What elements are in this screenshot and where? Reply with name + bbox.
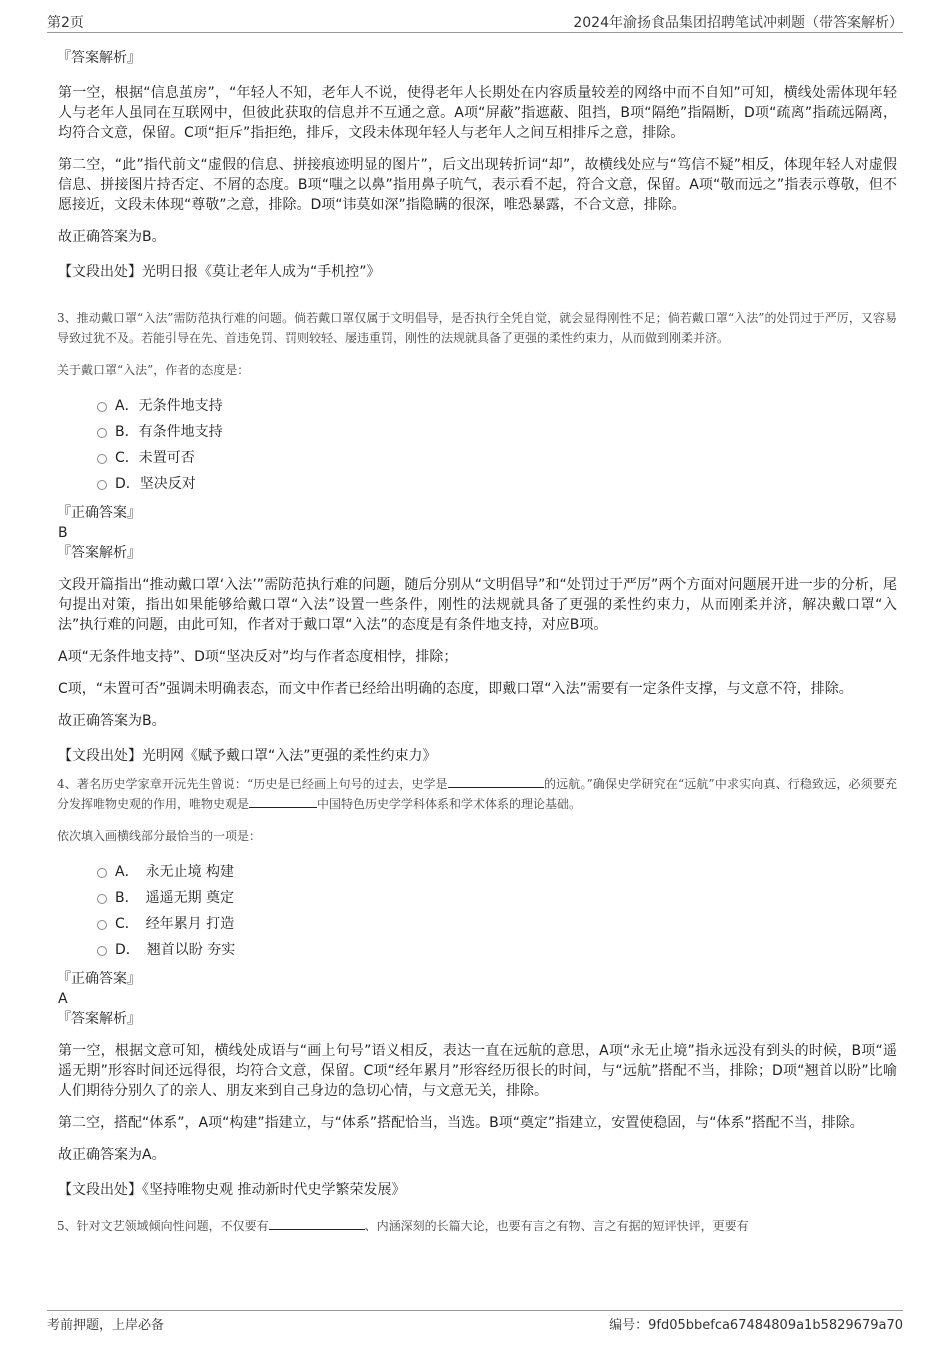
q4-option-d[interactable] <box>57 937 897 963</box>
q3-option-b[interactable] <box>57 419 897 445</box>
q4-option-c[interactable] <box>57 911 897 937</box>
q4-prompt: 依次填入画横线部分最恰当的一项是： <box>57 829 262 843</box>
q3-source: 【文段出处】光明网《赋予戴口罩“入法”更强的柔性约束力》 <box>58 748 437 764</box>
q5-stem <box>57 1216 897 1236</box>
q2-conclusion: 故正确答案为B。 <box>58 229 166 245</box>
q4-analysis-para-1: 第一空，根据文意可知，横线处成语与“画上句号”语义相反，表达一直在远航的意思，A项“永无止境”指永远没有到头的时候，B项“遥遥无期”形容时间还远得很，均符合文意，保留。C项“经年累月”形容经历很长的时间，与“远航”搭配不当，排除；D项“翘首以盼”比喻人们期待分别久了的亲人、朋友来到自己身边的急切心情，与文意无关，排除。 <box>58 1043 897 1099</box>
q3-stem: 3、推动戴口罩“入法”需防范执行难的问题。倘若戴口罩仅属于文明倡导，是否执行全凭自觉，就会显得刚性不足；倘若戴口罩“入法”的处罚过于严厉，又容易导致过犹不及。若能引导在先、首违免罚、罚则较轻、屡违重罚，刚性的法规就具备了更强的柔性约束力，从而做到刚柔并济。 <box>57 311 897 345</box>
q4-source: 【文段出处】《坚持唯物史观 推动新时代史学繁荣发展》 <box>58 1182 406 1198</box>
q3-analysis-para-1: 文段开篇指出“推动戴口罩‘入法’”需防范执行难的问题，随后分别从“文明倡导”和“处罚过于严厉”两个方面对问题展开进一步的分析，尾句提出对策，指出如果能够给戴口罩“入法”设置一些条件，刚性的法规就具备了更强的柔性约束力，从而刚柔并济，解决戴口罩“入法”执行难的问题，由此可知，作者对于戴口罩“入法”的态度是有条件地支持，对应B项。 <box>58 577 897 633</box>
q4-stem-part-3: 中国特色历史学学科体系和学术体系的理论基础。 <box>317 797 582 811</box>
q4-blank-1 <box>448 774 544 788</box>
document-id: 编号：9fd05bbefca67484809a1b5829679a70 <box>609 1318 903 1333</box>
q5-stem-part-2: 、内涵深刻的长篇大论，也要有言之有物、言之有据的短评快评，更要有 <box>364 1219 749 1233</box>
q2-analysis-para-1: 第一空，根据“信息茧房”，“年轻人不知，老年人不说，使得老年人长期处在内容质量较差的网络中而不自知”可知，横线处需体现年轻人与老年人虽同在互联网中，但彼此获取的信息并不互通之意。A项“屏蔽”指遮蔽、阻挡，B项“隔绝”指隔断，D项“疏离”指疏远隔离，均符合文意，保留。C项“拒斥”指拒绝，排斥，文段未体现年轻人与老年人之间互相排斥之意，排除。 <box>58 85 897 141</box>
q3-correct-label: 『正确答案』 <box>57 505 141 521</box>
q3-analysis-para-3: C项，“未置可否”强调未明确表态，而文中作者已经给出明确的态度，即戴口罩“入法”需要有一定条件支撑，与文意不符，排除。 <box>58 681 853 697</box>
q4-stem-part-1: 4、著名历史学家章开沅先生曾说：“历史是已经画上句号的过去，史学是 <box>57 777 448 791</box>
q3-options <box>57 393 897 497</box>
q4-analysis-label: 『答案解析』 <box>57 1011 141 1027</box>
page-number: 第2页 <box>47 15 84 31</box>
header-divider <box>47 32 903 33</box>
q3-analysis-label: 『答案解析』 <box>57 545 141 561</box>
q3-analysis-para-2: A项“无条件地支持”、D项“坚决反对”均与作者态度相悖，排除； <box>58 649 458 665</box>
document-title: 2024年渝扬食品集团招聘笔试冲刺题（带答案解析） <box>573 15 903 31</box>
option-label: D．坚决反对 <box>115 476 196 492</box>
radio-icon[interactable] <box>97 454 107 464</box>
radio-icon[interactable] <box>97 946 107 956</box>
radio-icon[interactable] <box>97 920 107 930</box>
page-content <box>57 44 897 1236</box>
option-label: D． 翘首以盼 夯实 <box>115 942 236 958</box>
radio-icon[interactable] <box>97 428 107 438</box>
question-5 <box>57 1216 897 1236</box>
q3-option-c[interactable] <box>57 445 897 471</box>
radio-icon[interactable] <box>97 402 107 412</box>
radio-icon[interactable] <box>97 894 107 904</box>
option-label: B． 遥遥无期 奠定 <box>115 890 235 906</box>
q4-analysis-para-2: 第二空，搭配“体系”，A项“构建”指建立，与“体系”搭配恰当，当选。B项“奠定”指建立，安置使稳固，与“体系”搭配不当，排除。 <box>58 1115 864 1131</box>
q2-source: 【文段出处】光明日报《莫让老年人成为“手机控”》 <box>58 264 381 280</box>
radio-icon[interactable] <box>97 480 107 490</box>
q3-conclusion: 故正确答案为B。 <box>58 713 166 729</box>
q2-analysis-label: 『答案解析』 <box>57 50 141 66</box>
footer-slogan: 考前押题，上岸必备 <box>47 1318 165 1333</box>
option-label: C． 经年累月 打造 <box>115 916 235 932</box>
q5-stem-part-1: 5、针对文艺领域倾向性问题，不仅要有 <box>57 1219 269 1233</box>
q3-prompt: 关于戴口罩“入法”，作者的态度是： <box>57 363 250 377</box>
question-4 <box>57 774 897 1200</box>
q3-option-d[interactable] <box>57 471 897 497</box>
q2-analysis-para-2: 第二空，“此”指代前文“虚假的信息、拼接痕迹明显的图片”，后文出现转折词“却”，故横线处应与“笃信不疑”相反，体现年轻人对虚假信息、拼接图片持否定、不屑的态度。B项“嗤之以鼻”指用鼻子吭气，表示看不起，符合文意，保留。A项“敬而远之”指表示尊敬，但不愿接近，文段未体现“尊敬”之意，排除。D项“讳莫如深”指隐瞒的很深，唯恐暴露，不合文意，排除。 <box>58 157 897 213</box>
q4-correct-answer: A <box>58 991 68 1007</box>
radio-icon[interactable] <box>97 868 107 878</box>
q5-blank-1 <box>269 1216 365 1230</box>
q4-stem <box>57 774 897 814</box>
q4-option-b[interactable] <box>57 885 897 911</box>
q4-conclusion: 故正确答案为A。 <box>58 1147 166 1163</box>
q4-blank-2 <box>249 794 317 808</box>
option-label: A． 永无止境 构建 <box>115 864 235 880</box>
footer-divider <box>47 1310 903 1311</box>
q4-correct-label: 『正确答案』 <box>57 971 141 987</box>
question-3 <box>57 308 897 766</box>
option-label: B．有条件地支持 <box>115 424 223 440</box>
q4-option-a[interactable] <box>57 859 897 885</box>
q4-stem-part-2: 的远航。”确保史学研究在“远航”中求实向真、行稳致远，必须要充分发挥唯物史观的作用，唯物史观是 <box>57 777 897 811</box>
q3-correct-answer: B <box>58 525 68 541</box>
q2-analysis <box>57 48 897 282</box>
q3-option-a[interactable] <box>57 393 897 419</box>
q4-options <box>57 859 897 963</box>
option-label: C．未置可否 <box>115 450 195 466</box>
option-label: A．无条件地支持 <box>115 398 223 414</box>
